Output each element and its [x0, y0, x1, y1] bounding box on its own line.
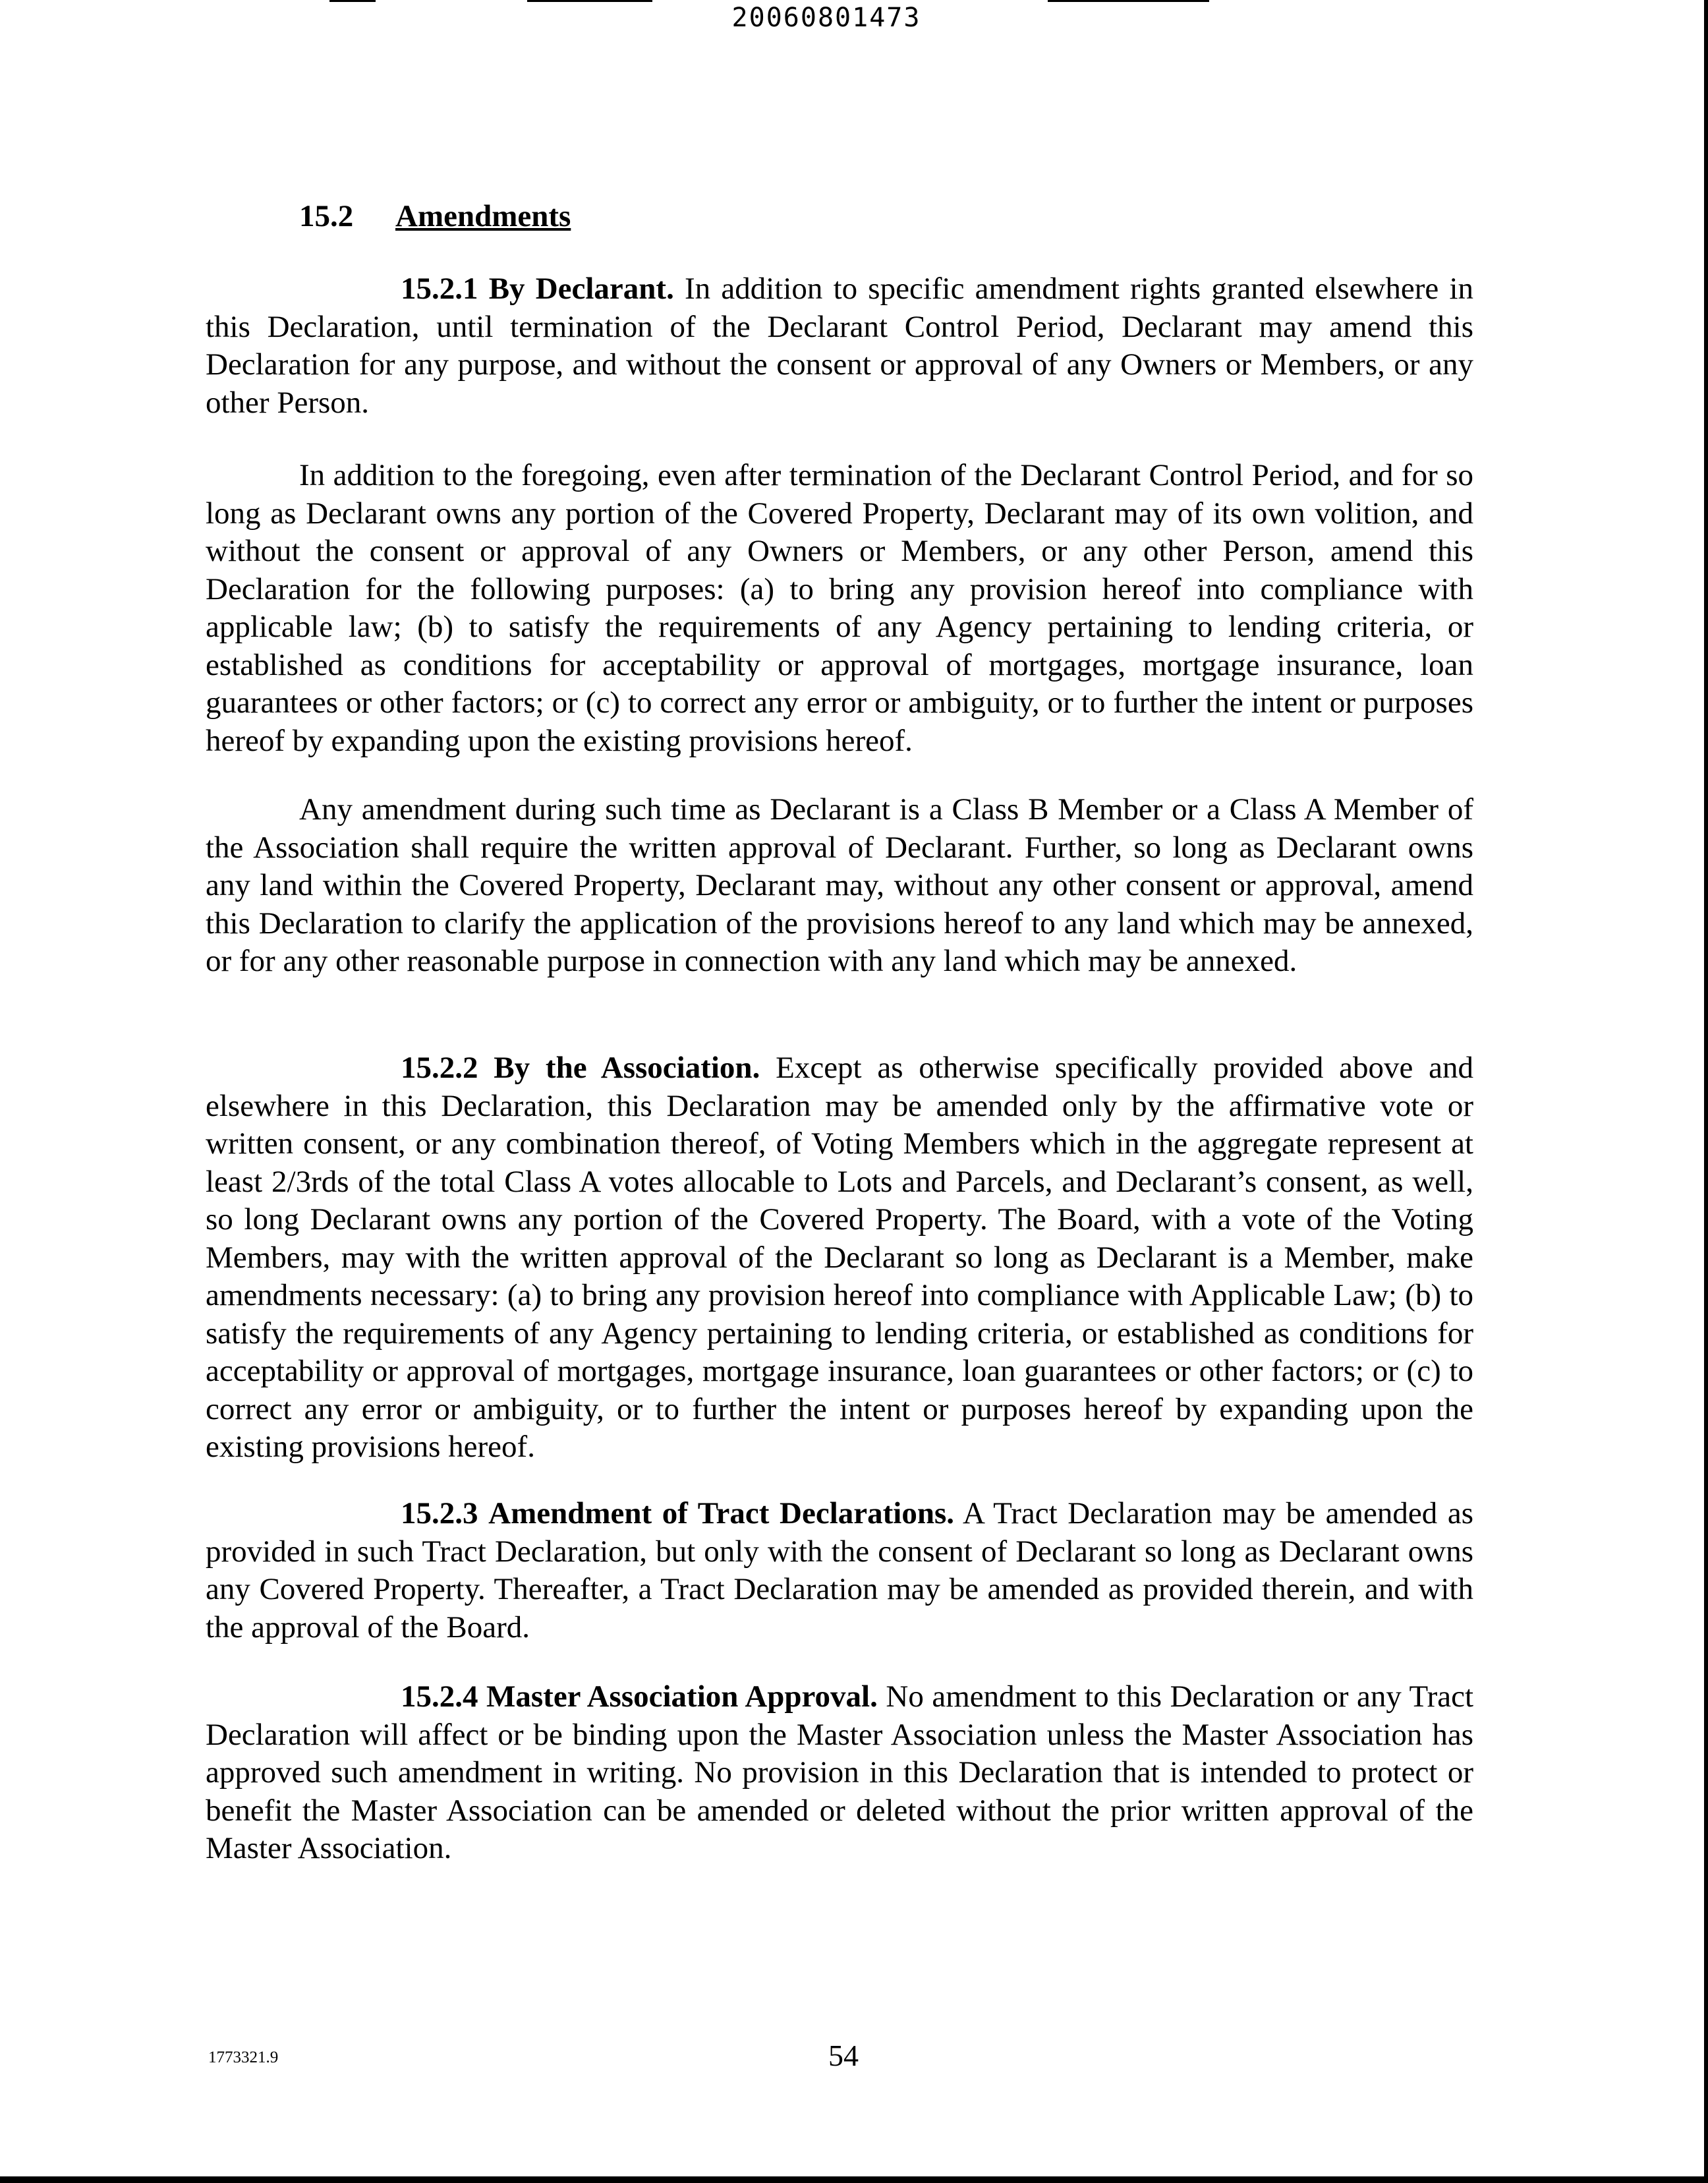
paragraph-heading: By the Association.	[494, 1051, 760, 1085]
paragraph-number: 15.2.1	[401, 272, 478, 306]
paragraph-text: A Tract Declaration may be amended as provided in such Tract Declaration, but only with the consent of Declarant so long as Declarant owns any Covered Property. Thereafter, a Tract Declaration may be amended as provided therein, and with the approval of the Board.	[206, 1496, 1473, 1645]
scan-border-bottom	[0, 2176, 1708, 2183]
paragraph-heading: Amendment of Tract Declarations.	[488, 1496, 955, 1530]
paragraph-number: 15.2.3	[401, 1496, 478, 1530]
paragraph-text: No amendment to this Declaration or any Tract Declaration will affect or be binding upon the Master Association unless the Master Association has approved such amendment in writing. No provision in this Declaration that is intended to protect or benefit the Master Association can be amended or deleted without the prior written approval of the Master Association.	[206, 1679, 1474, 1865]
paragraph-number: 15.2.2	[401, 1051, 478, 1085]
scan-artifact-rule	[1048, 0, 1209, 2]
paragraph-heading: By Declarant.	[488, 272, 674, 306]
scan-border-right	[1704, 0, 1708, 2183]
paragraph-15-2-1	[206, 270, 1473, 422]
paragraph-declarant-continued	[206, 457, 1473, 760]
paragraph-class-member-amendment	[206, 791, 1473, 981]
footer-document-code: 1773321.9	[208, 2049, 279, 2066]
section-title: Amendments	[395, 199, 571, 233]
section-number: 15.2	[299, 199, 354, 233]
paragraph-text: Except as otherwise specifically provided above and elsewhere in this Declaration, this Declaration may be amended only by the affirmative vote or written consent, or any combination thereof, of Voting Members which in the aggregate represent at least 2/3rds of the total Class A votes allocable to Lots and Parcels, and Declarant’s consent, as well, so long Declarant owns any portion of the Covered Property. The Board, with a vote of the Voting Members, may with the written approval of the Declarant so long as Declarant is a Member, make amendments necessary: (a) to bring any provision hereof into compliance with Applicable Law; (b) to satisfy the requirements of any Agency pertaining to lending criteria, or established as conditions for acceptability or approval of mortgages, mortgage insurance, loan guarantees or other factors; or (c) to correct any error or ambiguity, or to further the intent or purposes hereof by expanding upon the existing provisions hereof.	[206, 1051, 1474, 1464]
scan-artifact-rule	[527, 0, 652, 2]
section-heading	[299, 198, 571, 235]
scan-artifact-rule	[329, 0, 376, 2]
paragraph-text: In addition to specific amendment rights granted elsewhere in this Declaration, until termination of the Declarant Control Period, Declarant may amend this Declaration for any purpose, and without the consent or approval of any Owners or Members, or any other Person.	[206, 272, 1474, 420]
paragraph-number: 15.2.4	[401, 1679, 478, 1714]
paragraph-15-2-3	[206, 1495, 1473, 1646]
paragraph-15-2-4	[206, 1678, 1473, 1868]
paragraph-15-2-2	[206, 1049, 1473, 1467]
paragraph-text: In addition to the foregoing, even after termination of the Declarant Control Period, and for so long as Declarant owns any portion of the Covered Property, Declarant may of its own volition, and without the consent or approval of any Owners or Members, or any other Person, amend this Declaration for the following purposes: (a) to bring any provision hereof into compliance with applicable law; (b) to satisfy the requirements of any Agency pertaining to lending criteria, or established as conditions for acceptability or approval of mortgages, mortgage insurance, loan guarantees or other factors; or (c) to correct any error or ambiguity, or to further the intent or purposes hereof by expanding upon the existing provisions hereof.	[206, 458, 1473, 758]
page-number: 54	[828, 2039, 859, 2072]
recording-number: 20060801473	[731, 3, 921, 33]
paragraph-heading: Master Association Approval.	[486, 1679, 878, 1714]
paragraph-text: Any amendment during such time as Declarant is a Class B Member or a Class A Member of the Association shall require the written approval of Declarant. Further, so long as Declarant owns any land within the Covered Property, Declarant may, without any other consent or approval, amend this Declaration to clarify the application of the provisions hereof to any land which may be annexed, or for any other reasonable purpose in connection with any land which may be annexed.	[206, 792, 1473, 978]
